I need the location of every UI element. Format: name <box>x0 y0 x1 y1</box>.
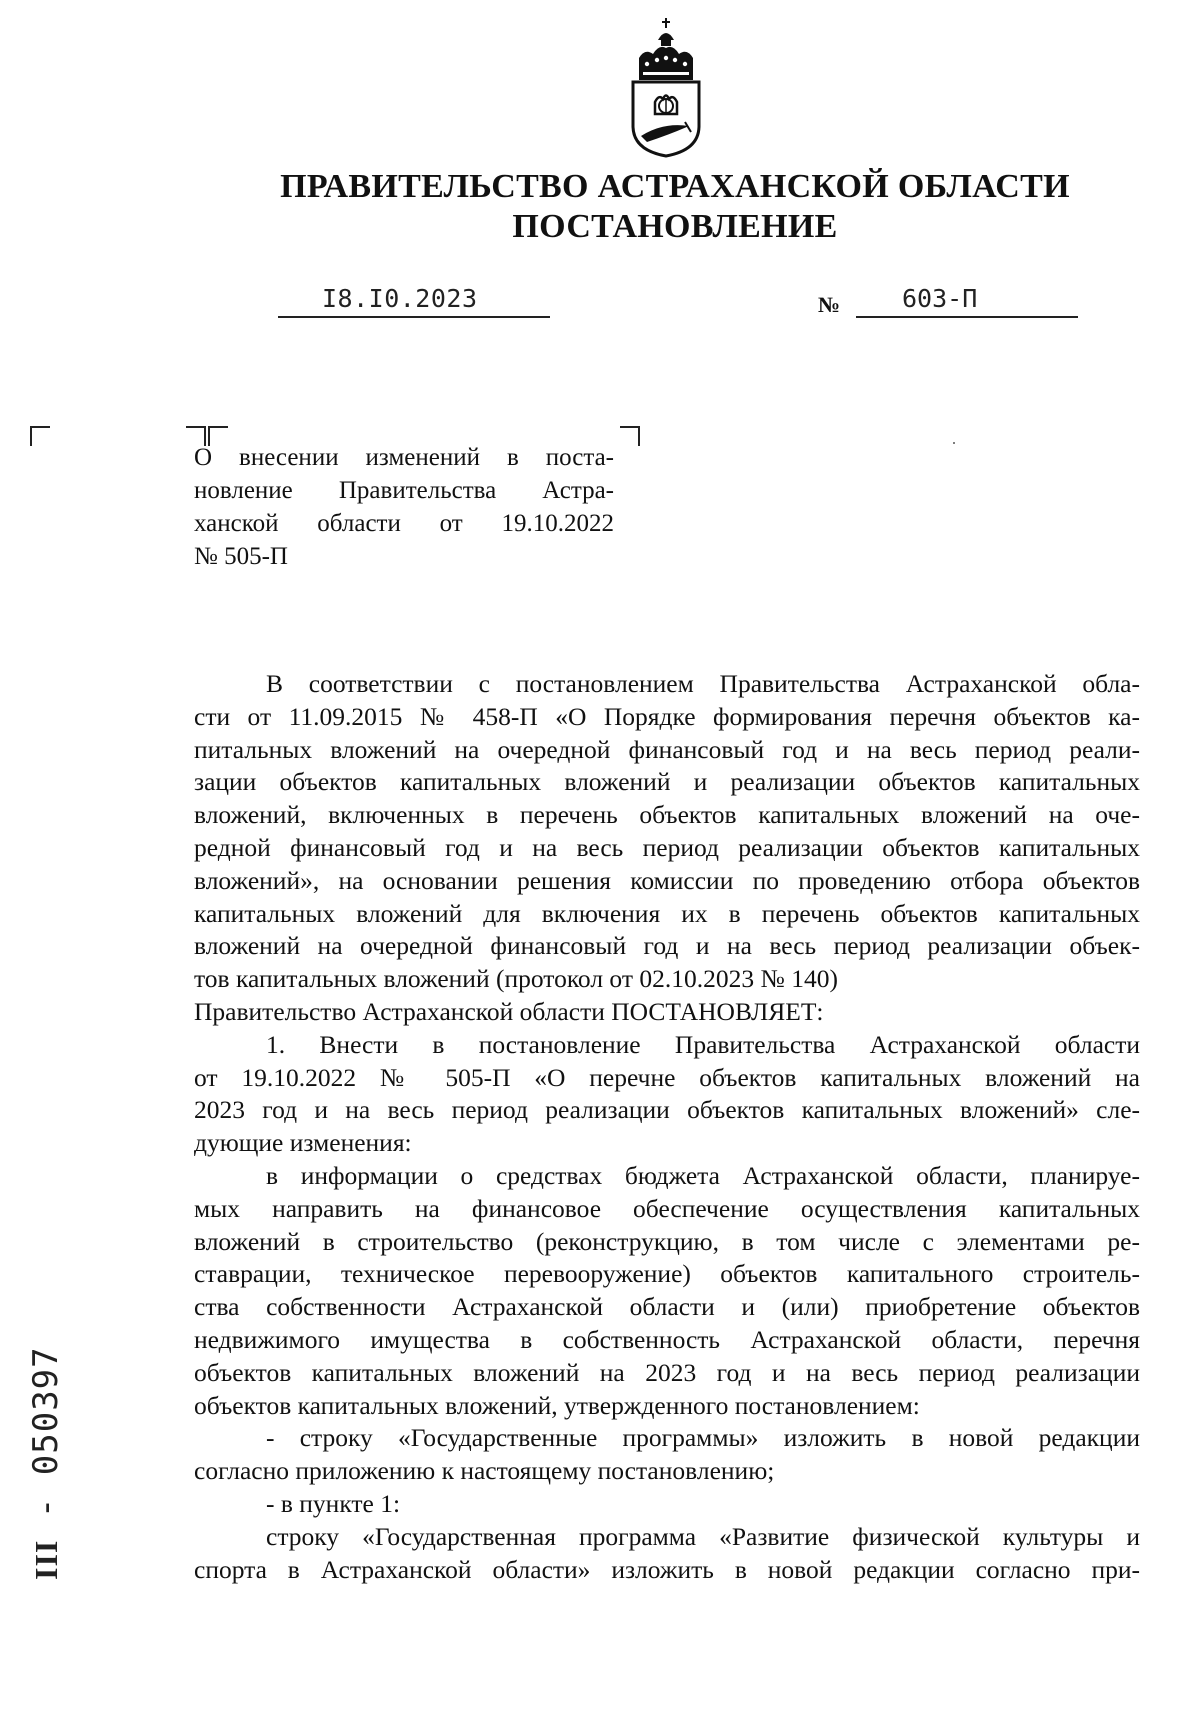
number-sign: № <box>818 292 841 317</box>
body-line: - строку «Государственные программы» изложить в новой редакции <box>266 1423 1140 1453</box>
body-line: мых направить на финансовое обеспечение осуществления капитальных <box>194 1193 1140 1223</box>
document-type: ПОСТАНОВЛЕНИЕ <box>512 208 838 245</box>
body-line: вложений, включенных в перечень объектов капитальных вложений на оче- <box>194 800 1140 830</box>
government-name: ПРАВИТЕЛЬСТВО АСТРАХАНСКОЙ ОБЛАСТИ <box>280 168 1070 205</box>
body-line: строку «Государственная программа «Развитие физической культуры и <box>266 1521 1140 1551</box>
serial-number: 050397 <box>26 1346 66 1476</box>
body-line: Правительство Астраханской области ПОСТАНОВЛЯЕТ: <box>194 996 824 1026</box>
body-line: согласно приложению к настоящему постановлению; <box>194 1456 775 1486</box>
body-line: ставрации, техническое перевооружение) объектов капитального строитель- <box>194 1259 1140 1289</box>
body-line: В соответствии с постановлением Правительства Астраханской обла- <box>266 669 1140 698</box>
scan-speck <box>953 442 955 444</box>
corner-mark-left <box>30 426 50 446</box>
corner-mark-right <box>620 426 640 446</box>
body-line: 2023 год и на весь период реализации объектов капитальных вложений» сле- <box>194 1095 1140 1125</box>
number-underline <box>856 316 1078 318</box>
subject-line: № 505-П <box>194 543 288 570</box>
body-line: ства собственности Астраханской области и (или) приобретение объектов <box>194 1292 1140 1322</box>
date-underline <box>278 316 550 318</box>
document-body <box>194 668 1140 1586</box>
body-line: сти от 11.09.2015 № 458-П «О Порядке формирования перечня объектов ка- <box>194 701 1140 731</box>
serial-series: III <box>28 1539 64 1580</box>
body-line: дующие изменения: <box>194 1128 412 1158</box>
body-line: зации объектов капитальных вложений и реализации объектов капитальных <box>194 767 1140 797</box>
body-line: в информации о средствах бюджета Астраханской области, планируе- <box>266 1160 1140 1190</box>
body-line: от 19.10.2022 № 505-П «О перечне объектов капитальных вложений на <box>194 1062 1140 1092</box>
body-line: тов капитальных вложений (протокол от 02.10.2023 № 140) <box>194 964 838 994</box>
body-line: вложений в строительство (реконструкцию, в том числе с элементами ре- <box>194 1226 1140 1256</box>
subject-line: новление Правительства Астра- <box>194 477 614 504</box>
body-line: спорта в Астраханской области» изложить в новой редакции согласно при- <box>194 1554 1140 1584</box>
coat-of-arms-icon <box>625 18 707 158</box>
body-line: недвижимого имущества в собственность Астраханской области, перечня <box>194 1324 1140 1354</box>
body-line: объектов капитальных вложений на 2023 год и на весь период реализации <box>194 1357 1140 1387</box>
form-serial-number <box>26 1346 66 1580</box>
subject-line: ханской области от 19.10.2022 <box>194 510 614 537</box>
document-subject <box>194 441 614 573</box>
body-line: объектов капитальных вложений, утвержденного постановлением: <box>194 1390 920 1420</box>
document-date: I8.I0.2023 <box>322 284 478 313</box>
body-line: вложений», на основании решения комиссии по проведению отбора объектов <box>194 865 1140 895</box>
document-number: 603-П <box>902 284 978 313</box>
body-line: капитальных вложений для включения их в перечень объектов капитальных <box>194 898 1140 928</box>
body-line: 1. Внести в постановление Правительства Астраханской области <box>266 1029 1140 1059</box>
body-line: - в пункте 1: <box>266 1488 401 1518</box>
body-line: питальных вложений на очередной финансовый год и на весь период реали- <box>194 734 1140 764</box>
body-line: редной финансовый год и на весь период реализации объектов капитальных <box>194 832 1140 862</box>
body-line: вложений на очередной финансовый год и на весь период реализации объек- <box>194 931 1140 961</box>
serial-separator: - <box>26 1475 66 1540</box>
subject-line: О внесении изменений в поста- <box>194 444 614 471</box>
